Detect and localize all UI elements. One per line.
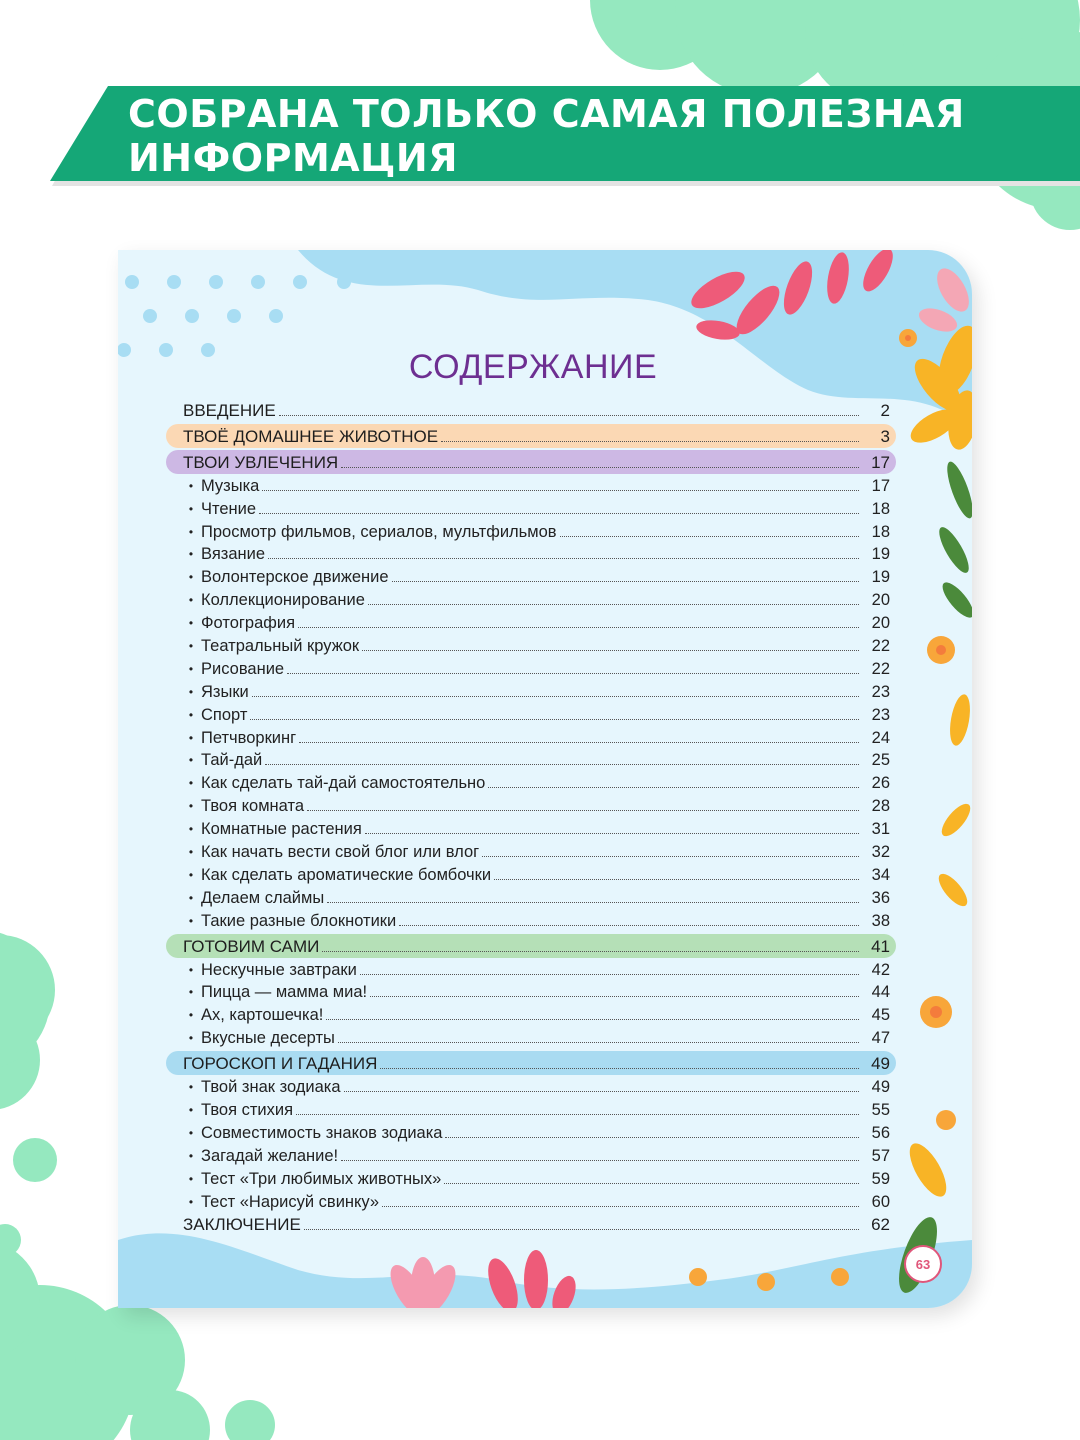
dot-leader <box>368 604 859 605</box>
toc-page-number: 20 <box>871 614 890 633</box>
dot-leader <box>304 1229 859 1230</box>
bullet-icon: • <box>188 707 194 722</box>
toc-item-row <box>166 633 896 656</box>
toc-item-row <box>166 473 896 496</box>
bullet-icon: • <box>188 1031 194 1046</box>
dot-leader <box>362 650 859 651</box>
toc-item-row <box>166 1166 896 1189</box>
toc-page-number: 57 <box>871 1146 890 1165</box>
toc-item-row <box>166 793 896 816</box>
toc-page-number: 59 <box>871 1169 890 1188</box>
dot-leader <box>298 627 859 628</box>
dot-leader <box>399 925 859 926</box>
toc-page-number: 18 <box>871 522 890 541</box>
toc-item-row <box>166 980 896 1003</box>
toc-page-number: 42 <box>871 960 890 979</box>
toc-entry-title: Языки <box>201 682 249 701</box>
toc-entry-title: Твоя стихия <box>201 1101 294 1120</box>
toc-item-row <box>166 862 896 885</box>
toc-entry-title: Такие разные блокнотики <box>201 911 397 930</box>
bullet-icon: • <box>188 962 194 977</box>
toc-page-number: 17 <box>871 476 890 495</box>
toc-entry-title: Петчворкинг <box>201 728 297 747</box>
toc-item-row <box>166 957 896 980</box>
dot-leader <box>344 1091 859 1092</box>
toc-entry-title: ТВОИ УВЛЕЧЕНИЯ <box>183 452 339 472</box>
toc-item-row <box>166 1025 896 1048</box>
toc-page-number: 49 <box>871 1078 890 1097</box>
toc-entry-title: ВВЕДЕНИЕ <box>183 400 276 420</box>
dot-leader <box>370 996 859 997</box>
dot-leader <box>307 810 859 811</box>
toc-entry-title: Вкусные десерты <box>201 1029 335 1048</box>
toc-page-number: 23 <box>871 682 890 701</box>
toc-section-row <box>166 423 896 447</box>
toc-entry-title: Комнатные растения <box>201 820 362 839</box>
dot-leader <box>360 974 859 975</box>
toc-section-row <box>166 398 896 421</box>
toc-item-row <box>166 1097 896 1120</box>
toc-item-row <box>166 1120 896 1143</box>
toc-item-row <box>166 770 896 793</box>
dot-leader <box>392 581 859 582</box>
toc-entry-title: Рисование <box>201 659 285 678</box>
toc-entry-title: Нескучные завтраки <box>201 960 357 979</box>
toc-page-number: 17 <box>871 452 890 472</box>
toc-item-row <box>166 748 896 771</box>
toc-item-row <box>166 1002 896 1025</box>
dot-leader <box>444 1183 859 1184</box>
toc-page-number: 56 <box>871 1123 890 1142</box>
dot-leader <box>327 902 859 903</box>
dot-leader <box>262 490 859 491</box>
toc-entry-title: Спорт <box>201 705 248 724</box>
dot-leader <box>445 1137 859 1138</box>
toc-entry-title: Ах, картошечка! <box>201 1006 324 1025</box>
dot-leader <box>250 719 859 720</box>
bullet-icon: • <box>188 822 194 837</box>
dot-leader <box>322 951 859 952</box>
toc-page-number: 41 <box>871 936 890 956</box>
toc-entry-title: Тест «Три любимых животных» <box>201 1169 442 1188</box>
toc-page-number: 23 <box>871 705 890 724</box>
toc-entry-title: Загадай желание! <box>201 1146 339 1165</box>
toc-page-number: 34 <box>871 865 890 884</box>
toc-section-row <box>166 1212 896 1235</box>
toc-section-row <box>166 449 896 473</box>
toc-title: СОДЕРЖАНИЕ <box>408 348 658 386</box>
dot-leader <box>441 441 859 442</box>
bullet-icon: • <box>188 1148 194 1163</box>
bullet-icon: • <box>188 684 194 699</box>
bullet-icon: • <box>188 845 194 860</box>
dot-leader <box>259 513 859 514</box>
toc-item-row <box>166 1189 896 1212</box>
toc-entry-title: ГОРОСКОП И ГАДАНИЯ <box>183 1054 378 1074</box>
dot-leader <box>341 1160 859 1161</box>
toc-page-number: 26 <box>871 774 890 793</box>
bullet-icon: • <box>188 661 194 676</box>
bullet-icon: • <box>188 776 194 791</box>
toc-entry-title: Театральный кружок <box>201 637 360 656</box>
toc-section-row <box>166 933 896 957</box>
toc-item-row <box>166 496 896 519</box>
toc-page-number: 47 <box>871 1029 890 1048</box>
toc-item-row <box>166 656 896 679</box>
dot-leader <box>265 764 859 765</box>
toc-page-number: 31 <box>871 820 890 839</box>
bullet-icon: • <box>188 1080 194 1095</box>
toc-page-number: 18 <box>871 499 890 518</box>
banner-title: СОБРАНА ТОЛЬКО САМАЯ ПОЛЕЗНАЯ ИНФОРМАЦИЯ <box>128 92 965 180</box>
dot-leader <box>482 856 859 857</box>
toc-item-row <box>166 587 896 610</box>
bullet-icon: • <box>188 1194 194 1209</box>
bullet-icon: • <box>188 547 194 562</box>
bullet-icon: • <box>188 985 194 1000</box>
toc-item-row <box>166 725 896 748</box>
toc-page-number: 62 <box>871 1214 890 1234</box>
bullet-icon: • <box>188 799 194 814</box>
toc-page-number: 22 <box>871 659 890 678</box>
toc-entry-title: Фотография <box>201 614 296 633</box>
toc-entry-title: Твой знак зодиака <box>201 1078 341 1097</box>
toc-page-number: 32 <box>871 843 890 862</box>
bullet-icon: • <box>188 1103 194 1118</box>
toc-entry-title: Делаем слаймы <box>201 888 325 907</box>
table-of-contents <box>166 398 896 1235</box>
bullet-icon: • <box>188 1171 194 1186</box>
bullet-icon: • <box>188 593 194 608</box>
dot-leader <box>338 1042 859 1043</box>
bullet-icon: • <box>188 524 194 539</box>
dot-leader <box>326 1019 859 1020</box>
toc-page-number: 3 <box>880 426 890 446</box>
dot-leader <box>382 1206 859 1207</box>
toc-entry-title: Коллекционирование <box>201 591 365 610</box>
dot-leader <box>287 673 859 674</box>
toc-entry-title: Пицца — мамма миа! <box>201 983 368 1002</box>
toc-entry-title: Тест «Нарисуй свинку» <box>201 1192 380 1211</box>
toc-item-row <box>166 816 896 839</box>
toc-page-number: 22 <box>871 637 890 656</box>
toc-page-number: 19 <box>871 568 890 587</box>
mint-blob-left <box>0 930 57 1256</box>
headline-banner <box>48 86 1080 186</box>
toc-entry-title: Чтение <box>201 499 257 518</box>
toc-item-row <box>166 519 896 542</box>
toc-item-row <box>166 679 896 702</box>
bullet-icon: • <box>188 890 194 905</box>
toc-page-number: 44 <box>871 983 890 1002</box>
toc-item-row <box>166 702 896 725</box>
toc-section-row <box>166 1050 896 1074</box>
dot-leader <box>299 742 859 743</box>
page-number-badge: 63 <box>904 1245 942 1283</box>
bullet-icon: • <box>188 753 194 768</box>
toc-item-row <box>166 839 896 862</box>
toc-item-row <box>166 885 896 908</box>
toc-entry-title: ЗАКЛЮЧЕНИЕ <box>183 1214 301 1234</box>
dot-leader <box>279 415 859 416</box>
bullet-icon: • <box>188 730 194 745</box>
dot-pattern <box>118 275 351 357</box>
dot-leader <box>296 1114 859 1115</box>
dot-leader <box>488 787 859 788</box>
toc-page-number: 19 <box>871 545 890 564</box>
toc-item-row <box>166 1143 896 1166</box>
bullet-icon: • <box>188 913 194 928</box>
dot-leader <box>268 558 859 559</box>
toc-page-number: 20 <box>871 591 890 610</box>
toc-page-number: 38 <box>871 911 890 930</box>
toc-entry-title: Волонтерское движение <box>201 568 389 587</box>
dot-leader <box>380 1068 859 1069</box>
toc-item-row <box>166 610 896 633</box>
toc-entry-title: Как сделать тай-дай самостоятельно <box>201 774 486 793</box>
bullet-icon: • <box>188 501 194 516</box>
toc-item-row <box>166 564 896 587</box>
toc-entry-title: Вязание <box>201 545 266 564</box>
toc-page-number: 25 <box>871 751 890 770</box>
dot-leader <box>365 833 859 834</box>
toc-entry-title: Твоя комната <box>201 797 305 816</box>
bullet-icon: • <box>188 639 194 654</box>
bullet-icon: • <box>188 616 194 631</box>
toc-item-row <box>166 542 896 565</box>
toc-page-number: 55 <box>871 1101 890 1120</box>
toc-page-number: 24 <box>871 728 890 747</box>
toc-entry-title: Музыка <box>201 476 260 495</box>
dot-leader <box>560 536 859 537</box>
toc-item-row <box>166 908 896 931</box>
toc-page-number: 45 <box>871 1006 890 1025</box>
book-page <box>118 250 972 1308</box>
toc-entry-title: Просмотр фильмов, сериалов, мультфильмов <box>201 522 557 541</box>
toc-page-number: 36 <box>871 888 890 907</box>
toc-page-number: 49 <box>871 1054 890 1074</box>
toc-page-number: 60 <box>871 1192 890 1211</box>
toc-item-row <box>166 1074 896 1097</box>
bullet-icon: • <box>188 478 194 493</box>
bullet-icon: • <box>188 867 194 882</box>
toc-page-number: 28 <box>871 797 890 816</box>
toc-entry-title: ТВОЁ ДОМАШНЕЕ ЖИВОТНОЕ <box>183 426 439 446</box>
toc-entry-title: Тай-дай <box>201 751 263 770</box>
toc-entry-title: Как начать вести свой блог или влог <box>201 843 480 862</box>
dot-leader <box>341 467 859 468</box>
toc-entry-title: ГОТОВИМ САМИ <box>183 936 320 956</box>
toc-page-number: 2 <box>880 400 890 420</box>
toc-entry-title: Совместимость знаков зодиака <box>201 1123 443 1142</box>
bullet-icon: • <box>188 1008 194 1023</box>
dot-leader <box>252 696 859 697</box>
dot-leader <box>494 879 859 880</box>
toc-entry-title: Как сделать ароматические бомбочки <box>201 865 492 884</box>
bullet-icon: • <box>188 1125 194 1140</box>
bullet-icon: • <box>188 570 194 585</box>
